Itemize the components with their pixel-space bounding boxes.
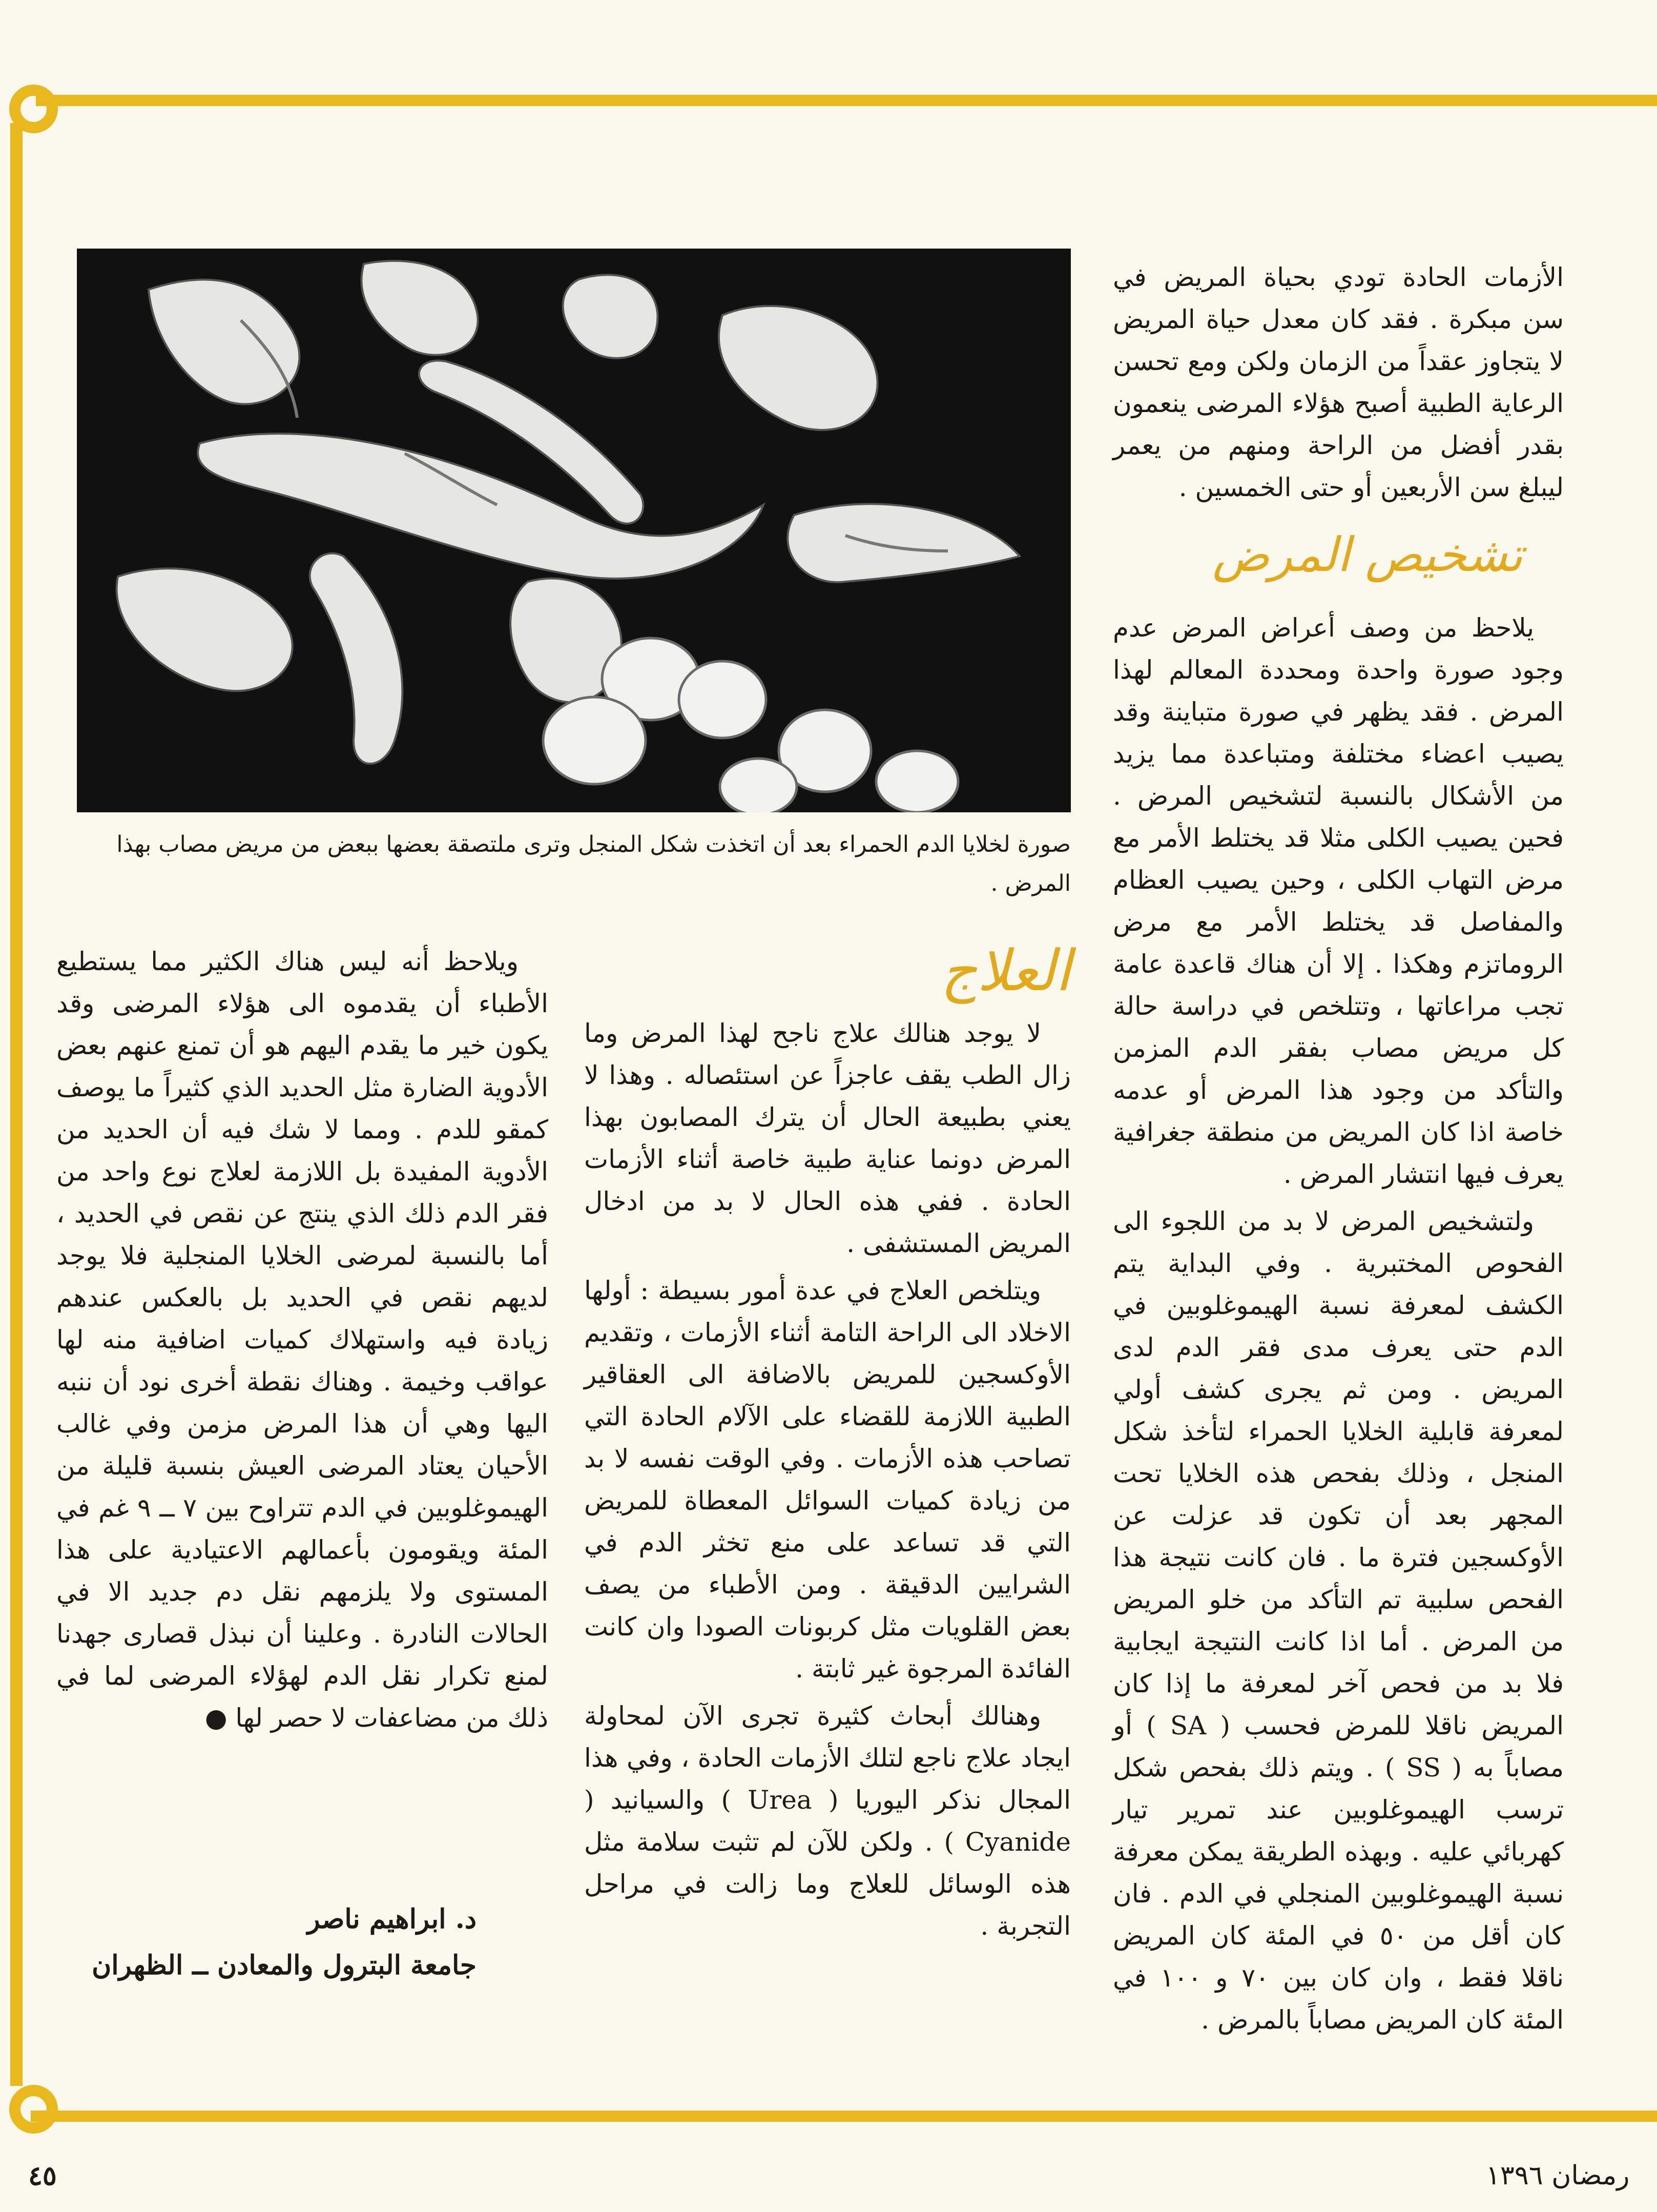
frame-corner-bottom	[9, 2085, 58, 2134]
treatment-paragraph-1: لا يوجد هنالك علاج ناجح لهذا المرض وما زال الطب يقف عاجزاً عن استئصاله . وهذا لا يعني بطبيعة الحال أن يترك المصابون بهذا المرض دونما عناية طبية خاصة أثناء الأزمات الحادة . ففي هذه الحال لا بد من ادخال المريض المستشفى .	[584, 1018, 1071, 1258]
diagnosis-paragraph-1: يلاحظ من وصف أعراض المرض عدم وجود صورة واحدة ومحددة المعالم لهذا المرض . فقد يظهر في صورة متباينة وقد يصيب اعضاء مختلفة ومتباعدة مما يزيد من الأشكال بالنسبة لتشخيص المرض . فحين يصيب الكلى مثلا قد يختلط الأمر مع مرض التهاب الكلى ، وحين يصيب العظام والمفاصل قد يختلط الأمر مع مرض الروماتزم وهكذا . إلا أن هناك قاعدة عامة تجب مراعاتها ، وتتلخص في دراسة حالة كل مريض مصاب بفقر الدم المزمن والتأكد من وجود هذا المرض أو عدمه خاصة اذا كان المريض من منطقة جغرافية يعرف فيها انتشار المرض .	[1113, 613, 1564, 1189]
notes-paragraph: ويلاحظ أنه ليس هناك الكثير مما يستطيع الأطباء أن يقدموه الى هؤلاء المرضى وقد يكون خير ما يقدم اليهم هو أن تمنع عنهم بعض الأدوية الضارة مثل الحديد الذي كثيراً ما يوصف كمقو للدم . ومما لا شك فيه أن الحديد من الأدوية المفيدة بل اللازمة لعلاج نوع واحد من فقر الدم ذلك الذي ينتج عن نقص في الحديد ، أما بالنسبة لمرضى الخلايا المنجلية فلا يوجد لديهم نقص في الحديد بل بالعكس عندهم زيادة فيه واستهلاك كميات اضافية منه لها عواقب وخيمة . وهناك نقطة أخرى نود أن ننبه اليها وهي أن هذا المرض مزمن وفي غالب الأحيان يعتاد المرضى العيش بنسبة قليلة من الهيموغلوبين في الدم تتراوح بين ٧ ــ ٩ غم في المئة ويقومون بأعمالهم الاعتيادية على هذا المستوى ولا يلزمهم نقل دم جديد الا في الحالات النادرة . وعلينا أن نبذل قصارى جهدنا لمنع تكرار نقل الدم لهؤلاء المرضى لما في ذلك من مضاعفات لا حصر لها ●	[56, 947, 548, 1733]
frame-bottom-rule	[31, 2111, 1657, 2122]
frame-left-rule	[10, 123, 23, 2086]
middle-column	[584, 1012, 1071, 1952]
author-signature	[87, 1896, 477, 1989]
diagnosis-paragraph-2: ولتشخيص المرض لا بد من اللجوء الى الفحوص المختبرية . وفي البداية يتم الكشف لمعرفة نسبة الهيموغلوبين في الدم حتى يعرف مدى فقر الدم لدى المريض . ومن ثم يجرى كشف أولي لمعرفة قابلية الخلايا الحمراء لتأخذ شكل المنجل ، وذلك بفحص هذه الخلايا تحت المجهر بعد أن تكون قد عزلت عن الأوكسجين فترة ما . فان كانت نتيجة هذا الفحص سلبية تم التأكد من خلو المريض من المرض . أما اذا كانت النتيجة ايجابية فلا بد من فحص آخر لمعرفة ما إذا كان المريض ناقلا للمرض فحسب ( SA ) أو مصاباً به ( SS ) . ويتم ذلك بفحص شكل ترسب الهيموغلوبين عند تمرير تيار كهربائي عليه . وبهذه الطريقة يمكن معرفة نسبة الهيموغلوبين المنجلي في الدم . فان كان أقل من ٥٠ في المئة كان المريض ناقلا فقط ، وان كان بين ٧٠ و ١٠٠ في المئة كان المريض مصاباً بالمرض .	[1113, 1206, 1564, 2035]
author-name: د. ابراهيم ناصر	[307, 1903, 477, 1935]
left-column	[56, 940, 548, 1744]
intro-paragraph: الأزمات الحادة تودي بحياة المريض في سن مبكرة . فقد كان معدل حياة المريض لا يتجاوز عقداً من الزمان ولكن ومع تحسن الرعاية الطبية أصبح هؤلاء المرضى ينعمون بقدر أفضل من الراحة ومنهم من يعمر ليبلغ سن الأربعين أو حتى الخمسين .	[1113, 262, 1564, 502]
sickle-cell-photo	[77, 249, 1071, 812]
heading-diagnosis: تشخيص المرض	[1212, 527, 1523, 582]
right-column	[1113, 256, 1564, 2046]
frame-top-rule	[36, 95, 1657, 106]
issue-date: رمضان ١٣٩٦	[1486, 2160, 1630, 2191]
author-affiliation: جامعة البترول والمعادن ــ الظهران	[92, 1950, 477, 1981]
heading-treatment: العلاج	[941, 938, 1071, 1003]
treatment-paragraph-2: ويتلخص العلاج في عدة أمور بسيطة : أولها الاخلاد الى الراحة التامة أثناء الأزمات ، وتقديم الأوكسجين للمريض بالاضافة الى العقاقير الطبية اللازمة للقضاء على الآلام الحادة التي تصاحب هذه الأزمات . وفي الوقت نفسه لا بد من زيادة كميات السوائل المعطاة للمريض التي قد تساعد على منع تخثر الدم في الشرايين الدقيقة . ومن الأطباء من يصف بعض القلويات مثل كربونات الصودا وان كانت الفائدة المرجوة غير ثابتة .	[584, 1276, 1071, 1684]
treatment-paragraph-3: وهنالك أبحاث كثيرة تجرى الآن لمحاولة ايجاد علاج ناجع لتلك الأزمات الحادة ، وفي هذا المجال نذكر اليوريا ( Urea ) والسيانيد ( Cyanide ) . ولكن للآن لم تثبت سلامة مثل هذه الوسائل للعلاج وما زالت في مراحل التجربة .	[584, 1701, 1071, 1941]
page-number: ٤٥	[28, 2160, 57, 2191]
photo-caption: صورة لخلايا الدم الحمراء بعد أن اتخذت شكل المنجل وترى ملتصقة بعضها ببعض من مريض مصاب بهذا المرض .	[116, 831, 1071, 896]
